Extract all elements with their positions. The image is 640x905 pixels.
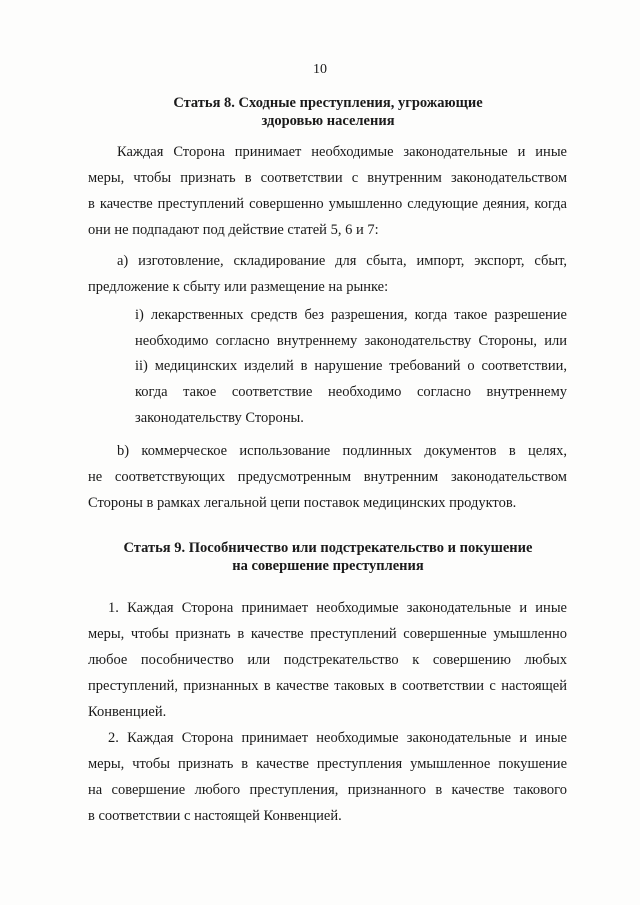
article-9-paragraph-2-line: 2. Каждая Сторона принимает необходимые законодательные и иные	[108, 730, 567, 746]
article-8-item-a-line: предложение к сбыту или размещение на рынке:	[88, 279, 389, 295]
article-8-title	[88, 94, 568, 130]
article-9-paragraph-2-line: в соответствии с настоящей Конвенцией.	[88, 808, 342, 824]
article-9-paragraph-1-line: 1. Каждая Сторона принимает необходимые законодательные и иные	[108, 600, 567, 616]
article-9-title-line-2: на совершение преступления	[232, 558, 424, 574]
article-9-paragraph-2-line: меры, чтобы признать в качестве преступления умышленное покушение	[88, 756, 567, 772]
article-9-paragraph-1-line: любое пособничество или подстрекательство к совершению любых	[88, 652, 567, 668]
article-8-item-a-i-line: необходимо согласно внутреннему законодательству Стороны, или	[135, 333, 567, 349]
article-8-paragraph-1-line: меры, чтобы признать в соответствии с внутренним законодательством	[88, 170, 567, 186]
article-8-item-a-i-line: i) лекарственных средств без разрешения, когда такое разрешение	[135, 307, 567, 323]
article-8-item-a-ii-line: законодательству Стороны.	[135, 410, 304, 426]
article-8-item-b-line: b) коммерческое использование подлинных документов в целях,	[117, 443, 567, 459]
article-9-paragraph-2-line: на совершение любого преступления, признанного в качестве такового	[88, 782, 567, 798]
article-9-paragraph-1-line: Конвенцией.	[88, 704, 167, 720]
article-8-item-b-line: не соответствующих предусмотренным внутренним законодательством	[88, 469, 567, 485]
article-8-title-line-1: Статья 8. Сходные преступления, угрожающие	[173, 95, 483, 111]
article-8-item-a-line: a) изготовление, складирование для сбыта, импорт, экспорт, сбыт,	[117, 253, 567, 269]
article-9-paragraph-1-line: преступлений, признанных в качестве таковых в соответствии с настоящей	[88, 678, 567, 694]
article-8-item-a-ii-line: когда такое соответствие необходимо согласно внутреннему	[135, 384, 567, 400]
article-9-title-line-1: Статья 9. Пособничество или подстрекательство и покушение	[123, 540, 533, 556]
article-8-item-a-ii-line: ii) медицинских изделий в нарушение требований о соответствии,	[135, 358, 567, 374]
article-8-item-b-line: Стороны в рамках легальной цепи поставок медицинских продуктов.	[88, 495, 517, 511]
article-8-title-line-2: здоровью населения	[261, 113, 395, 129]
article-8-paragraph-1-line: Каждая Сторона принимает необходимые законодательные и иные	[117, 144, 567, 160]
article-8-paragraph-1-line: они не подпадают под действие статей 5, 6 и 7:	[88, 222, 379, 238]
article-9-title	[88, 539, 568, 575]
article-8-paragraph-1-line: в качестве преступлений совершенно умышленно следующие деяния, когда	[88, 196, 567, 212]
page-number: 10	[313, 62, 327, 77]
article-9-paragraph-1-line: меры, чтобы признать в качестве преступлений совершенные умышленно	[88, 626, 567, 642]
